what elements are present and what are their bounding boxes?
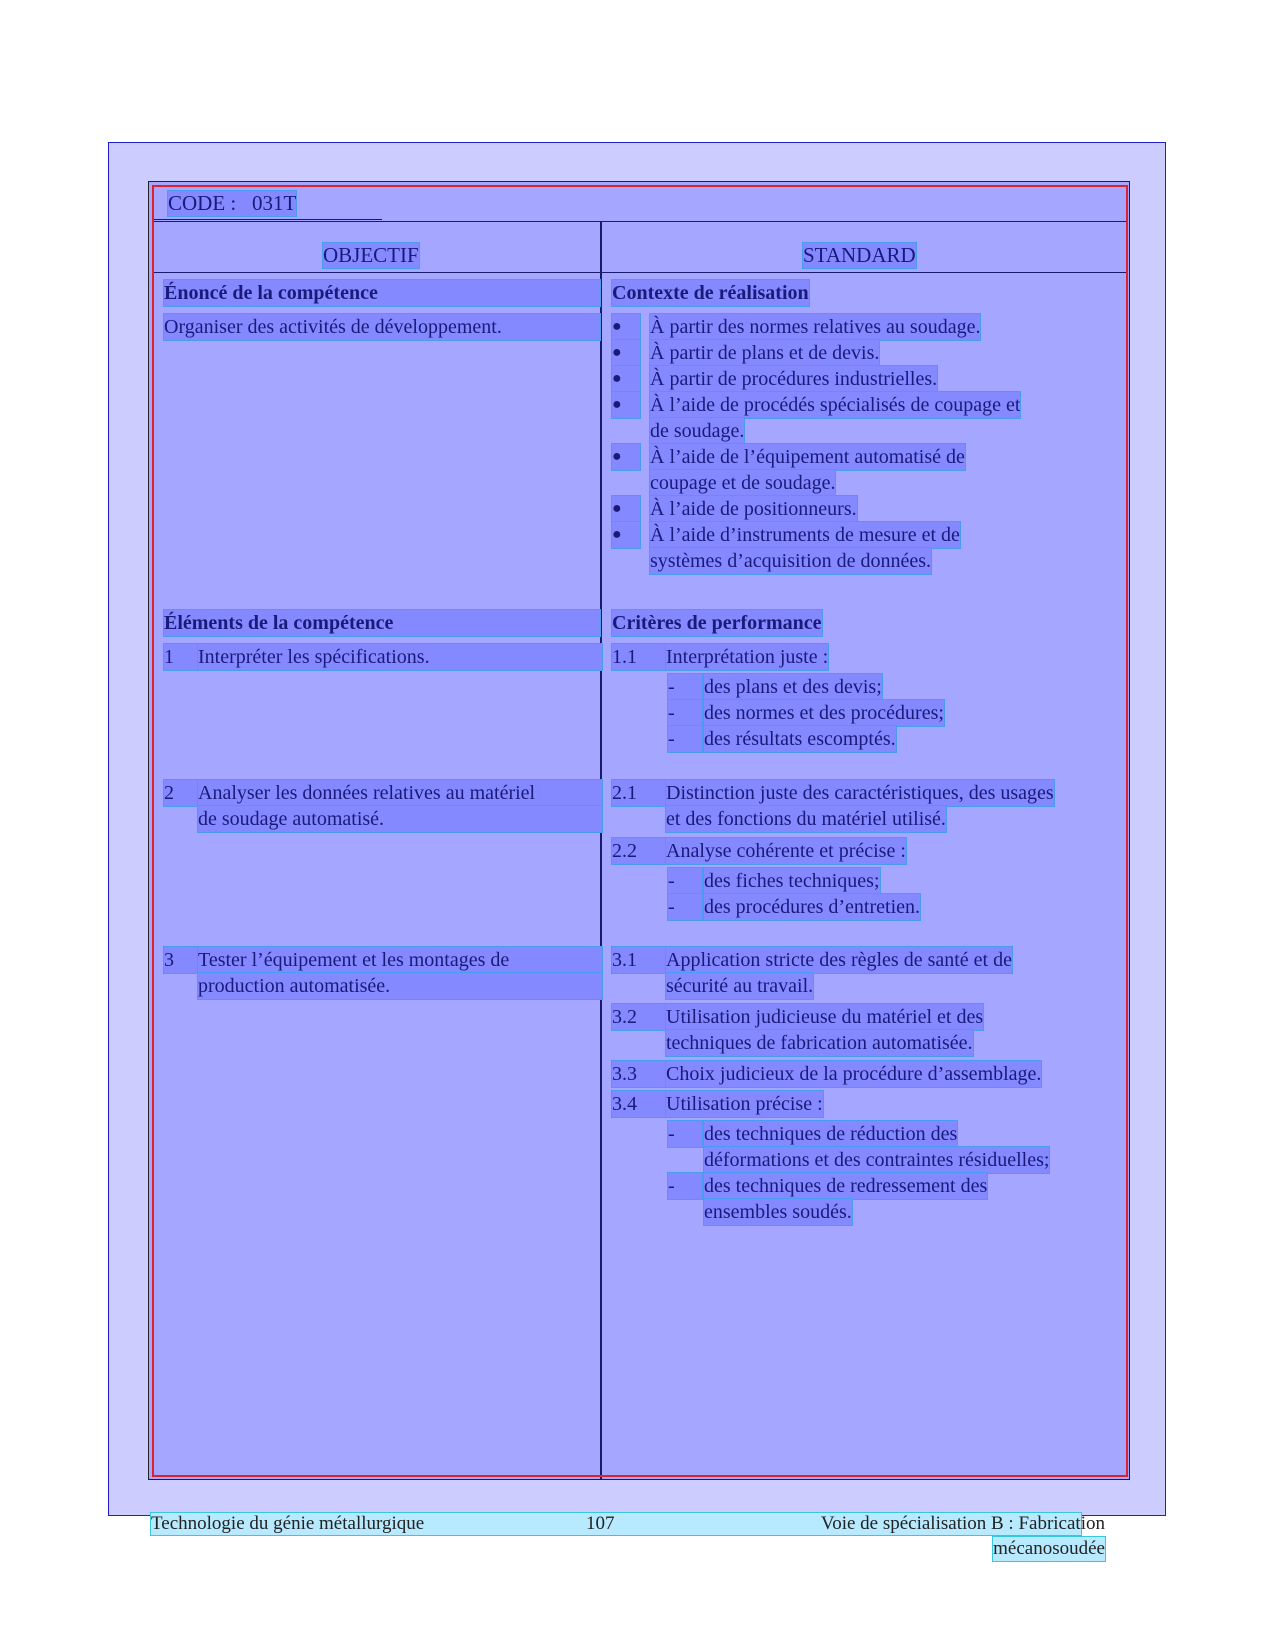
critere-subitem: des techniques de redressement des [704,1175,988,1197]
critere-number: 3.2 [612,1004,666,1030]
critere-text: Interprétation juste : [666,646,829,668]
critere-text: sécurité au travail. [666,975,814,997]
enonce-title: Énoncé de la compétence [164,280,600,306]
element-text: Analyser les données relatives au matériel [198,780,602,806]
dash-bullet-icon: - [668,1121,702,1147]
dash-bullet-icon: - [668,674,702,700]
contexte-item: systèmes d’acquisition de données. [650,550,932,572]
dash-bullet-icon: - [668,868,702,894]
contexte-bullet-icon: ● [612,340,640,366]
footer-page: 107 [586,1513,615,1534]
critere-subitem: des procédures d’entretien. [704,896,921,918]
contexte-item: À l’aide de l’équipement automatisé de [650,446,965,468]
contexte-bullet-icon: ● [612,444,640,470]
contexte-item: À l’aide de positionneurs. [650,498,857,520]
critere-subitem: des plans et des devis; [704,676,882,698]
element-number: 3 [164,947,198,973]
critere-text: Distinction juste des caractéristiques, des usages [666,782,1054,804]
critere-subitem: des techniques de réduction des [704,1123,958,1145]
element-number: 2 [164,780,198,806]
critere-subitem: ensembles soudés. [704,1201,852,1223]
element-text: production automatisée. [198,973,602,999]
contexte-bullet-icon: ● [612,496,640,522]
element-text: Interpréter les spécifications. [198,644,602,670]
contexte-item: À l’aide d’instruments de mesure et de [650,524,960,546]
code-value: 031T [252,191,297,215]
critere-subitem: déformations et des contraintes résiduelles; [704,1149,1050,1171]
critere-number: 3.3 [612,1061,666,1087]
enonce-text: Organiser des activités de développement. [164,314,600,340]
critere-text: Choix judicieux de la procédure d’assemblage. [666,1063,1042,1085]
code-underline [152,219,382,220]
contexte-item: coupage et de soudage. [650,472,836,494]
header-objectif: OBJECTIF [323,243,419,267]
critere-text: Utilisation précise : [666,1093,823,1115]
column-divider [600,221,602,1480]
contexte-bullet-icon: ● [612,392,640,418]
code-row [152,185,1128,222]
footer-left: Technologie du génie métallurgique [151,1513,425,1534]
dash-bullet-icon: - [668,700,702,726]
critere-number: 2.2 [612,838,666,864]
footer-right-line1: Voie de spécialisation B : Fabrication [820,1513,1105,1534]
critere-subitem: des normes et des procédures; [704,702,944,724]
criteres-title: Critères de performance [612,612,822,634]
critere-text: techniques de fabrication automatisée. [666,1032,973,1054]
code-label: CODE : 031T [168,191,297,215]
footer-right-line2: mécanosoudée [993,1538,1105,1559]
dash-bullet-icon: - [668,726,702,752]
critere-number: 1.1 [612,644,666,670]
contexte-bullet-icon: ● [612,522,640,548]
header-divider [152,272,1128,273]
critere-text: Analyse cohérente et précise : [666,840,906,862]
element-number: 1 [164,644,198,670]
critere-text: Application stricte des règles de santé et de [666,949,1012,971]
critere-number: 3.4 [612,1091,666,1117]
elements-title: Éléments de la compétence [164,610,600,636]
critere-subitem: des fiches techniques; [704,870,880,892]
critere-subitem: des résultats escomptés. [704,728,896,750]
element-text: Tester l’équipement et les montages de [198,947,602,973]
critere-text: et des fonctions du matériel utilisé. [666,808,946,830]
contexte-item: À partir de procédures industrielles. [650,368,938,390]
contexte-bullet-icon: ● [612,314,640,340]
critere-number: 2.1 [612,780,666,806]
dash-bullet-icon: - [668,894,702,920]
contexte-item: À partir des normes relatives au soudage. [650,316,981,338]
element-text: de soudage automatisé. [198,806,602,832]
contexte-item: À l’aide de procédés spécialisés de coupage et [650,394,1021,416]
critere-number: 3.1 [612,947,666,973]
header-standard: STANDARD [803,243,916,267]
contexte-item: À partir de plans et de devis. [650,342,880,364]
contexte-item: de soudage. [650,420,745,442]
critere-text: Utilisation judicieuse du matériel et des [666,1006,984,1028]
contexte-bullet-icon: ● [612,366,640,392]
dash-bullet-icon: - [668,1173,702,1199]
contexte-title: Contexte de réalisation [612,282,809,304]
